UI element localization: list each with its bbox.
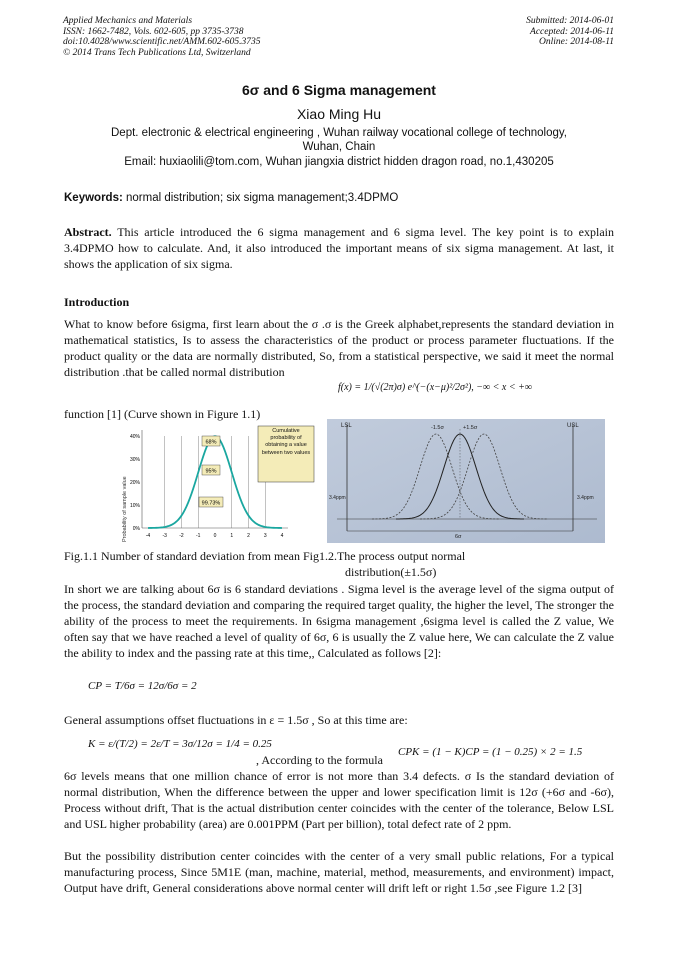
k-equation: K = ε/(T/2) = 2ε/T = 3σ/12σ = 1/4 = 0.25 xyxy=(88,738,272,750)
normal-pdf-text: f(x) = 1/(√(2π)σ) e^(−(x−μ)²/2σ²), −∞ < x < +∞ xyxy=(338,382,532,393)
paragraph-drift: But the possibility distribution center coincides with the center of a very small public relations, For a typical manufacturing process, Since 5M1E (man, machine, material, method, measurements, and environment) impact, Output have drift, General considerations above normal center will drift left or right 1.5σ ,see Figure 1.2 [3] xyxy=(64,849,614,895)
fig1-xtick-label: -3 xyxy=(162,533,167,539)
fig1-xtick-label: 0 xyxy=(213,533,217,539)
paragraph-sigma-level: In short we are talking about 6σ is 6 standard deviations . Sigma level is the average level of the sigma output of the process, the standard deviation and comparing the required target quality, the higher the level, The stronger the ability of the process to meet the requirements. In 6sigma management ,6sigma level is called the Z value, We often say that we have reached a level of quality of 6σ, 6 is usually the Z value here, We can calculate the Z value the ability to index and the passing rate at this time,, Calculated as follows [2]: xyxy=(64,582,614,660)
keywords xyxy=(64,192,398,204)
lsl-label: LSL xyxy=(341,423,352,429)
journal-name: Applied Mechanics and Materials xyxy=(63,16,193,26)
label-68: 68% xyxy=(205,439,217,446)
cpk-equation: CPK = (1 − K)CP = (1 − 0.25) × 2 = 1.5 xyxy=(398,746,583,758)
dates-info xyxy=(526,16,614,48)
author-name: Xiao Ming Hu xyxy=(296,106,382,122)
usl-label: USL xyxy=(567,423,579,429)
fig1-xtick-label: 3 xyxy=(263,533,267,539)
fig1-ytick-label: 10% xyxy=(129,503,140,509)
fig1-xtick-label: -1 xyxy=(196,533,201,539)
fig1-xtick-label: -2 xyxy=(179,533,184,539)
issn: ISSN: 1662-7482, Vols. 602-605, pp 3735-3738 xyxy=(63,26,244,37)
paragraph-offset: General assumptions offset fluctuations in ε = 1.5σ , So at this time are: xyxy=(64,713,408,727)
figure-normal-distribution xyxy=(118,422,318,546)
intro-paragraph: What to know before 6sigma, first learn about the σ .σ is the Greek alphabet,represents the standard deviation in mathematical statistics, Is to assess the characteristics of the product or process parameter fluctuations. If the product quality or the data are normally distributed, So, from a statistical perspective, we said it meet the normal distribution .that be called normal distribution xyxy=(64,317,614,379)
fig1-xtick-label: -4 xyxy=(145,533,151,539)
shift-left-label: -1.5σ xyxy=(431,425,444,431)
keywords-label: Keywords: xyxy=(64,192,123,204)
cp-equation: CP = T/6σ = 12σ/6σ = 2 xyxy=(88,680,197,692)
paragraph-six-sigma: 6σ levels means that one million chance of error is not more than 3.4 defects. σ Is the standard deviation of normal distribution, When the difference between the upper and lower specification limit is 12σ (+6σ and -6σ), Process without drift, That is the actual distribution center coincides with the center of the tolerance, Below LSL and USL higher probability (area) are 0.001PPM (Part per billion), total defect rate of 2 ppm. xyxy=(64,769,614,831)
fig1-xtick-label: 1 xyxy=(230,533,234,539)
fig1-xtick-label: 2 xyxy=(247,533,250,539)
copyright: © 2014 Trans Tech Publications Ltd, Switzerland xyxy=(63,47,251,58)
fig1-ytick-label: 0% xyxy=(132,526,140,532)
callout-text: Cumulative probability of obtaining a value between two values xyxy=(261,428,311,456)
accepted-date: Accepted: 2014-06-11 xyxy=(530,26,614,37)
right-ppm-label: 3.4ppm xyxy=(577,495,594,501)
abstract-label: Abstract. xyxy=(64,225,112,239)
left-ppm-label: 3.4ppm xyxy=(329,495,346,501)
fig1-xtick-label: 4 xyxy=(280,533,284,539)
abstract-text: This article introduced the 6 sigma management and 6 sigma level. The key point is to explain 3.4DPMO how to calculate. And, it also introduced the important means of six sigma management. At last, it shows the application of six sigma. xyxy=(64,225,614,271)
keywords-text: normal distribution; six sigma management;3.4DPMO xyxy=(122,192,399,204)
fig1-ytick-label: 40% xyxy=(129,434,140,440)
fig1-ytick-label: 20% xyxy=(129,480,140,486)
submitted-date: Submitted: 2014-06-01 xyxy=(526,16,614,26)
paper-title: 6σ and 6 Sigma management xyxy=(242,82,436,98)
affiliation: Dept. electronic & electrical engineering , Wuhan railway vocational college of technology, Wuhan, Chain xyxy=(111,127,567,153)
email-address: Email: huxiaolili@tom.com, Wuhan jiangxia district hidden dragon road, no.1,430205 xyxy=(124,156,554,168)
doi: doi:10.4028/www.scientific.net/AMM.602-605.3735 xyxy=(63,37,261,47)
fig1-ylabel: Probability of sample value xyxy=(122,476,128,542)
intro-heading: Introduction xyxy=(64,295,130,309)
abstract xyxy=(64,224,614,272)
online-date: Online: 2014-08-11 xyxy=(538,37,614,47)
figure-caption-line1: Fig.1.1 Number of standard deviation from mean Fig1.2.The process output normal xyxy=(64,549,466,563)
intro-paragraph-end: function [1] (Curve shown in Figure 1.1) xyxy=(64,407,261,421)
label-95: 95% xyxy=(205,468,217,475)
shift-right-label: +1.5σ xyxy=(463,425,478,431)
label-9973: 99.73% xyxy=(201,500,221,507)
formula-text: , According to the formula xyxy=(256,753,383,767)
journal-info xyxy=(63,16,260,58)
fig1-ytick-label: 30% xyxy=(129,457,140,463)
figure-process-shift xyxy=(327,419,605,543)
span-label: 6σ xyxy=(455,534,462,540)
figure-caption-line2: distribution(±1.5σ) xyxy=(345,565,437,579)
